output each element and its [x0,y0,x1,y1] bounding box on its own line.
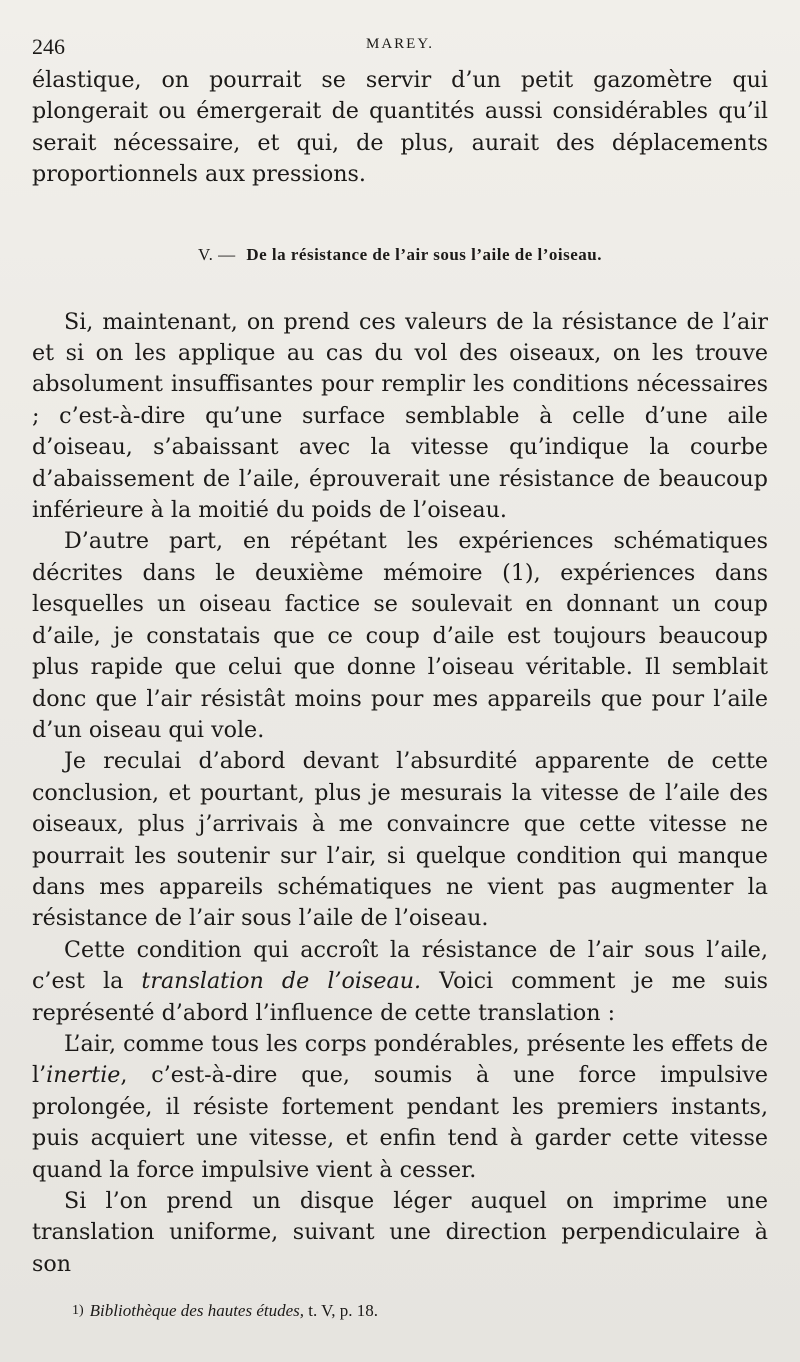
section-number: V. — [197,244,236,264]
footnote-title: Bibliothèque des hautes études, [89,1301,305,1320]
body-text [32,65,768,1280]
paragraph-5-emphasis: inertie [46,1062,121,1089]
lead-paragraph: élastique, on pourrait se servir d’un petit gazomètre qui plongerait ou émergerait de quantités aussi considérables qu’il serait nécessaire, et qui, de plus, aurait des déplacements proportionnels aux pressions. [32,67,768,188]
footnote [72,1299,768,1323]
section-heading [32,243,768,267]
paragraph-4-text-start: Cette condition qui accroît la résistance de l’air sous l’aile, c’est la [32,936,768,995]
paragraph-1: Si, maintenant, on prend ces valeurs de la résistance de l’air et si on les applique au cas du vol des oiseaux, on les trouve absolument insuffisantes pour remplir les conditions nécessaires ; c’est-à-dire qu’une surface semblable à celle d’une aile d’oiseau, s’abaissant avec la vitesse qu’indique la courbe d’abaissement de l’aile, éprouverait une résistance de beaucoup inférieure à la moitié du poids de l’oiseau. [32,308,768,524]
footnote-marker: 1) [72,1303,84,1318]
paragraph-2: D’autre part, en répétant les expériences schématiques décrites dans le deuxième mémoire (1), expériences dans lesquelles un oiseau factice se soulevait en donnant un coup d’aile, je constatais que ce coup d’aile est toujours beaucoup plus rapide que celui que donne l’oiseau véritable. Il semblait donc que l’air résistât moins pour mes appareils que pour l’aile d’un oiseau qui vole. [32,528,768,743]
paragraph-5-text-end: , c’est-à-dire que, soumis à une force impulsive prolongée, il résiste fortement pendant les premiers instants, puis acquiert une vitesse, et enfin tend à garder cette vitesse quand la force impulsive vient à cesser. [32,1062,768,1183]
paragraph-6: Si l’on prend un disque léger auquel on imprime une translation uniforme, suivant une direction perpendiculaire à son [32,1188,768,1277]
section-title: De la résistance de l’air sous l’aile de l’oiseau. [246,244,603,264]
footnote-reference: t. V, p. 18. [304,1301,379,1320]
paragraph-4-emphasis: translation de l’oiseau. [141,968,422,995]
running-head: MAREY. [366,36,434,52]
paragraph-5 [32,1029,768,1186]
page-header [32,30,768,64]
paragraph-5-text-start: L’air, comme tous les corps pondérables, présente les effets de l’ [32,1030,768,1089]
page-number: 246 [32,34,65,59]
paragraph-3: Je reculai d’abord devant l’absurdité apparente de cette conclusion, et pourtant, plus je mesurais la vitesse de l’aile des oiseaux, plus j’arrivais à me convaincre que cette vitesse ne pourrait les soutenir sur l’air, si quelque condition qui manque dans mes appareils schématiques ne vient pas augmenter la résistance de l’air sous l’aile de l’oiseau. [32,748,768,932]
paragraph-4 [32,935,768,1029]
paragraph-4-text-end: Voici comment je me suis représenté d’abord l’influence de cette translation : [32,968,769,1026]
